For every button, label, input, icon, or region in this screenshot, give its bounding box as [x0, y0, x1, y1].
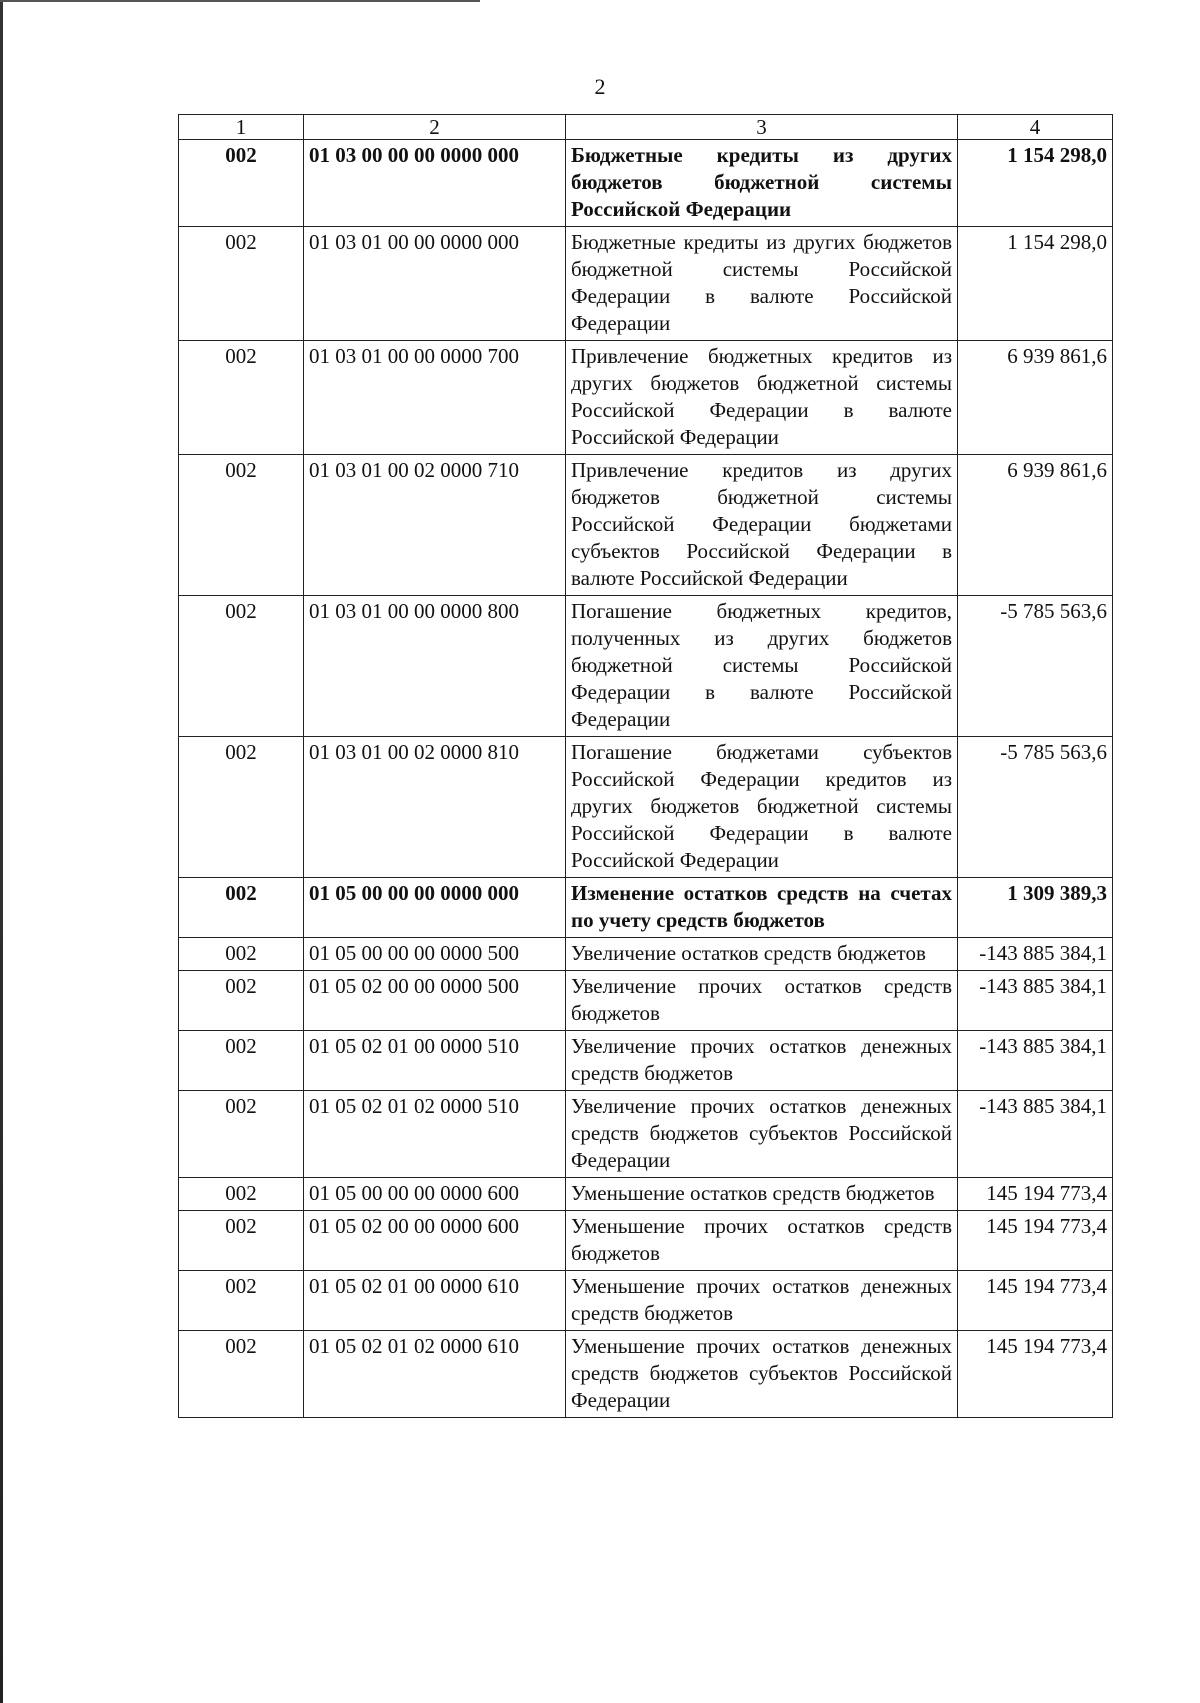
- classification-code-cell: 01 03 01 00 02 0000 710: [304, 455, 566, 596]
- description-cell: Уменьшение прочих остатков денежных средств бюджетов субъектов Российской Федерации: [566, 1331, 958, 1418]
- admin-code-cell: 002: [179, 1271, 304, 1331]
- admin-code-cell: 002: [179, 737, 304, 878]
- amount-cell: -143 885 384,1: [958, 1031, 1113, 1091]
- table-row: [179, 227, 1113, 341]
- column-header-3: 3: [566, 115, 958, 140]
- admin-code-cell: 002: [179, 971, 304, 1031]
- table-row: [179, 1091, 1113, 1178]
- amount-cell: -5 785 563,6: [958, 737, 1113, 878]
- amount-cell: 1 309 389,3: [958, 878, 1113, 938]
- description-cell: Увеличение прочих остатков средств бюджетов: [566, 971, 958, 1031]
- classification-code-cell: 01 05 02 01 00 0000 610: [304, 1271, 566, 1331]
- table-row: [179, 1271, 1113, 1331]
- scan-edge-left: [0, 0, 3, 1703]
- description-cell: Уменьшение прочих остатков средств бюджетов: [566, 1211, 958, 1271]
- header-row: [179, 115, 1113, 140]
- table-row: [179, 971, 1113, 1031]
- amount-cell: 145 194 773,4: [958, 1331, 1113, 1418]
- amount-cell: 1 154 298,0: [958, 140, 1113, 227]
- admin-code-cell: 002: [179, 1091, 304, 1178]
- admin-code-cell: 002: [179, 227, 304, 341]
- description-cell: Привлечение кредитов из других бюджетов бюджетной системы Российской Федерации бюджетами субъектов Российской Федерации в валюте Российской Федерации: [566, 455, 958, 596]
- amount-cell: -143 885 384,1: [958, 938, 1113, 971]
- admin-code-cell: 002: [179, 1211, 304, 1271]
- admin-code-cell: 002: [179, 455, 304, 596]
- admin-code-cell: 002: [179, 596, 304, 737]
- admin-code-cell: 002: [179, 341, 304, 455]
- column-header-4: 4: [958, 115, 1113, 140]
- admin-code-cell: 002: [179, 1178, 304, 1211]
- classification-code-cell: 01 05 02 01 00 0000 510: [304, 1031, 566, 1091]
- classification-code-cell: 01 05 02 01 02 0000 610: [304, 1331, 566, 1418]
- amount-cell: 145 194 773,4: [958, 1211, 1113, 1271]
- admin-code-cell: 002: [179, 1031, 304, 1091]
- classification-code-cell: 01 03 01 00 02 0000 810: [304, 737, 566, 878]
- table-row: [179, 737, 1113, 878]
- admin-code-cell: 002: [179, 878, 304, 938]
- description-cell: Уменьшение остатков средств бюджетов: [566, 1178, 958, 1211]
- amount-cell: 145 194 773,4: [958, 1271, 1113, 1331]
- page-number: 2: [594, 74, 606, 99]
- classification-code-cell: 01 03 01 00 00 0000 700: [304, 341, 566, 455]
- classification-code-cell: 01 05 00 00 00 0000 500: [304, 938, 566, 971]
- classification-code-cell: 01 05 00 00 00 0000 600: [304, 1178, 566, 1211]
- admin-code-cell: 002: [179, 1331, 304, 1418]
- description-cell: Увеличение прочих остатков денежных средств бюджетов субъектов Российской Федерации: [566, 1091, 958, 1178]
- table-row: [179, 596, 1113, 737]
- classification-code-cell: 01 05 02 00 00 0000 500: [304, 971, 566, 1031]
- classification-code-cell: 01 05 00 00 00 0000 000: [304, 878, 566, 938]
- scan-edge-top: [0, 0, 480, 2]
- description-cell: Изменение остатков средств на счетах по учету средств бюджетов: [566, 878, 958, 938]
- description-cell: Бюджетные кредиты из других бюджетов бюджетной системы Российской Федерации в валюте Российской Федерации: [566, 227, 958, 341]
- description-cell: Погашение бюджетных кредитов, полученных из других бюджетов бюджетной системы Российской Федерации в валюте Российской Федерации: [566, 596, 958, 737]
- description-cell: Привлечение бюджетных кредитов из других бюджетов бюджетной системы Российской Федерации в валюте Российской Федерации: [566, 341, 958, 455]
- table-body: [179, 140, 1113, 1418]
- column-header-2: 2: [304, 115, 566, 140]
- classification-code-cell: 01 03 01 00 00 0000 000: [304, 227, 566, 341]
- admin-code-cell: 002: [179, 938, 304, 971]
- amount-cell: 6 939 861,6: [958, 455, 1113, 596]
- description-cell: Погашение бюджетами субъектов Российской Федерации кредитов из других бюджетов бюджетной системы Российской Федерации в валюте Российской Федерации: [566, 737, 958, 878]
- classification-code-cell: 01 03 01 00 00 0000 800: [304, 596, 566, 737]
- description-cell: Уменьшение прочих остатков денежных средств бюджетов: [566, 1271, 958, 1331]
- amount-cell: -143 885 384,1: [958, 1091, 1113, 1178]
- table-row: [179, 878, 1113, 938]
- table-row: [179, 455, 1113, 596]
- amount-cell: 1 154 298,0: [958, 227, 1113, 341]
- description-cell: Увеличение прочих остатков денежных средств бюджетов: [566, 1031, 958, 1091]
- classification-code-cell: 01 03 00 00 00 0000 000: [304, 140, 566, 227]
- table-row: [179, 1178, 1113, 1211]
- table-row: [179, 1331, 1113, 1418]
- amount-cell: 145 194 773,4: [958, 1178, 1113, 1211]
- description-cell: Увеличение остатков средств бюджетов: [566, 938, 958, 971]
- table-row: [179, 341, 1113, 455]
- amount-cell: 6 939 861,6: [958, 341, 1113, 455]
- classification-code-cell: 01 05 02 01 02 0000 510: [304, 1091, 566, 1178]
- amount-cell: -5 785 563,6: [958, 596, 1113, 737]
- table-row: [179, 140, 1113, 227]
- column-header-1: 1: [179, 115, 304, 140]
- description-cell: Бюджетные кредиты из других бюджетов бюджетной системы Российской Федерации: [566, 140, 958, 227]
- classification-code-cell: 01 05 02 00 00 0000 600: [304, 1211, 566, 1271]
- table-row: [179, 1211, 1113, 1271]
- table-row: [179, 1031, 1113, 1091]
- budget-sources-table: [178, 114, 1113, 1418]
- admin-code-cell: 002: [179, 140, 304, 227]
- amount-cell: -143 885 384,1: [958, 971, 1113, 1031]
- table-row: [179, 938, 1113, 971]
